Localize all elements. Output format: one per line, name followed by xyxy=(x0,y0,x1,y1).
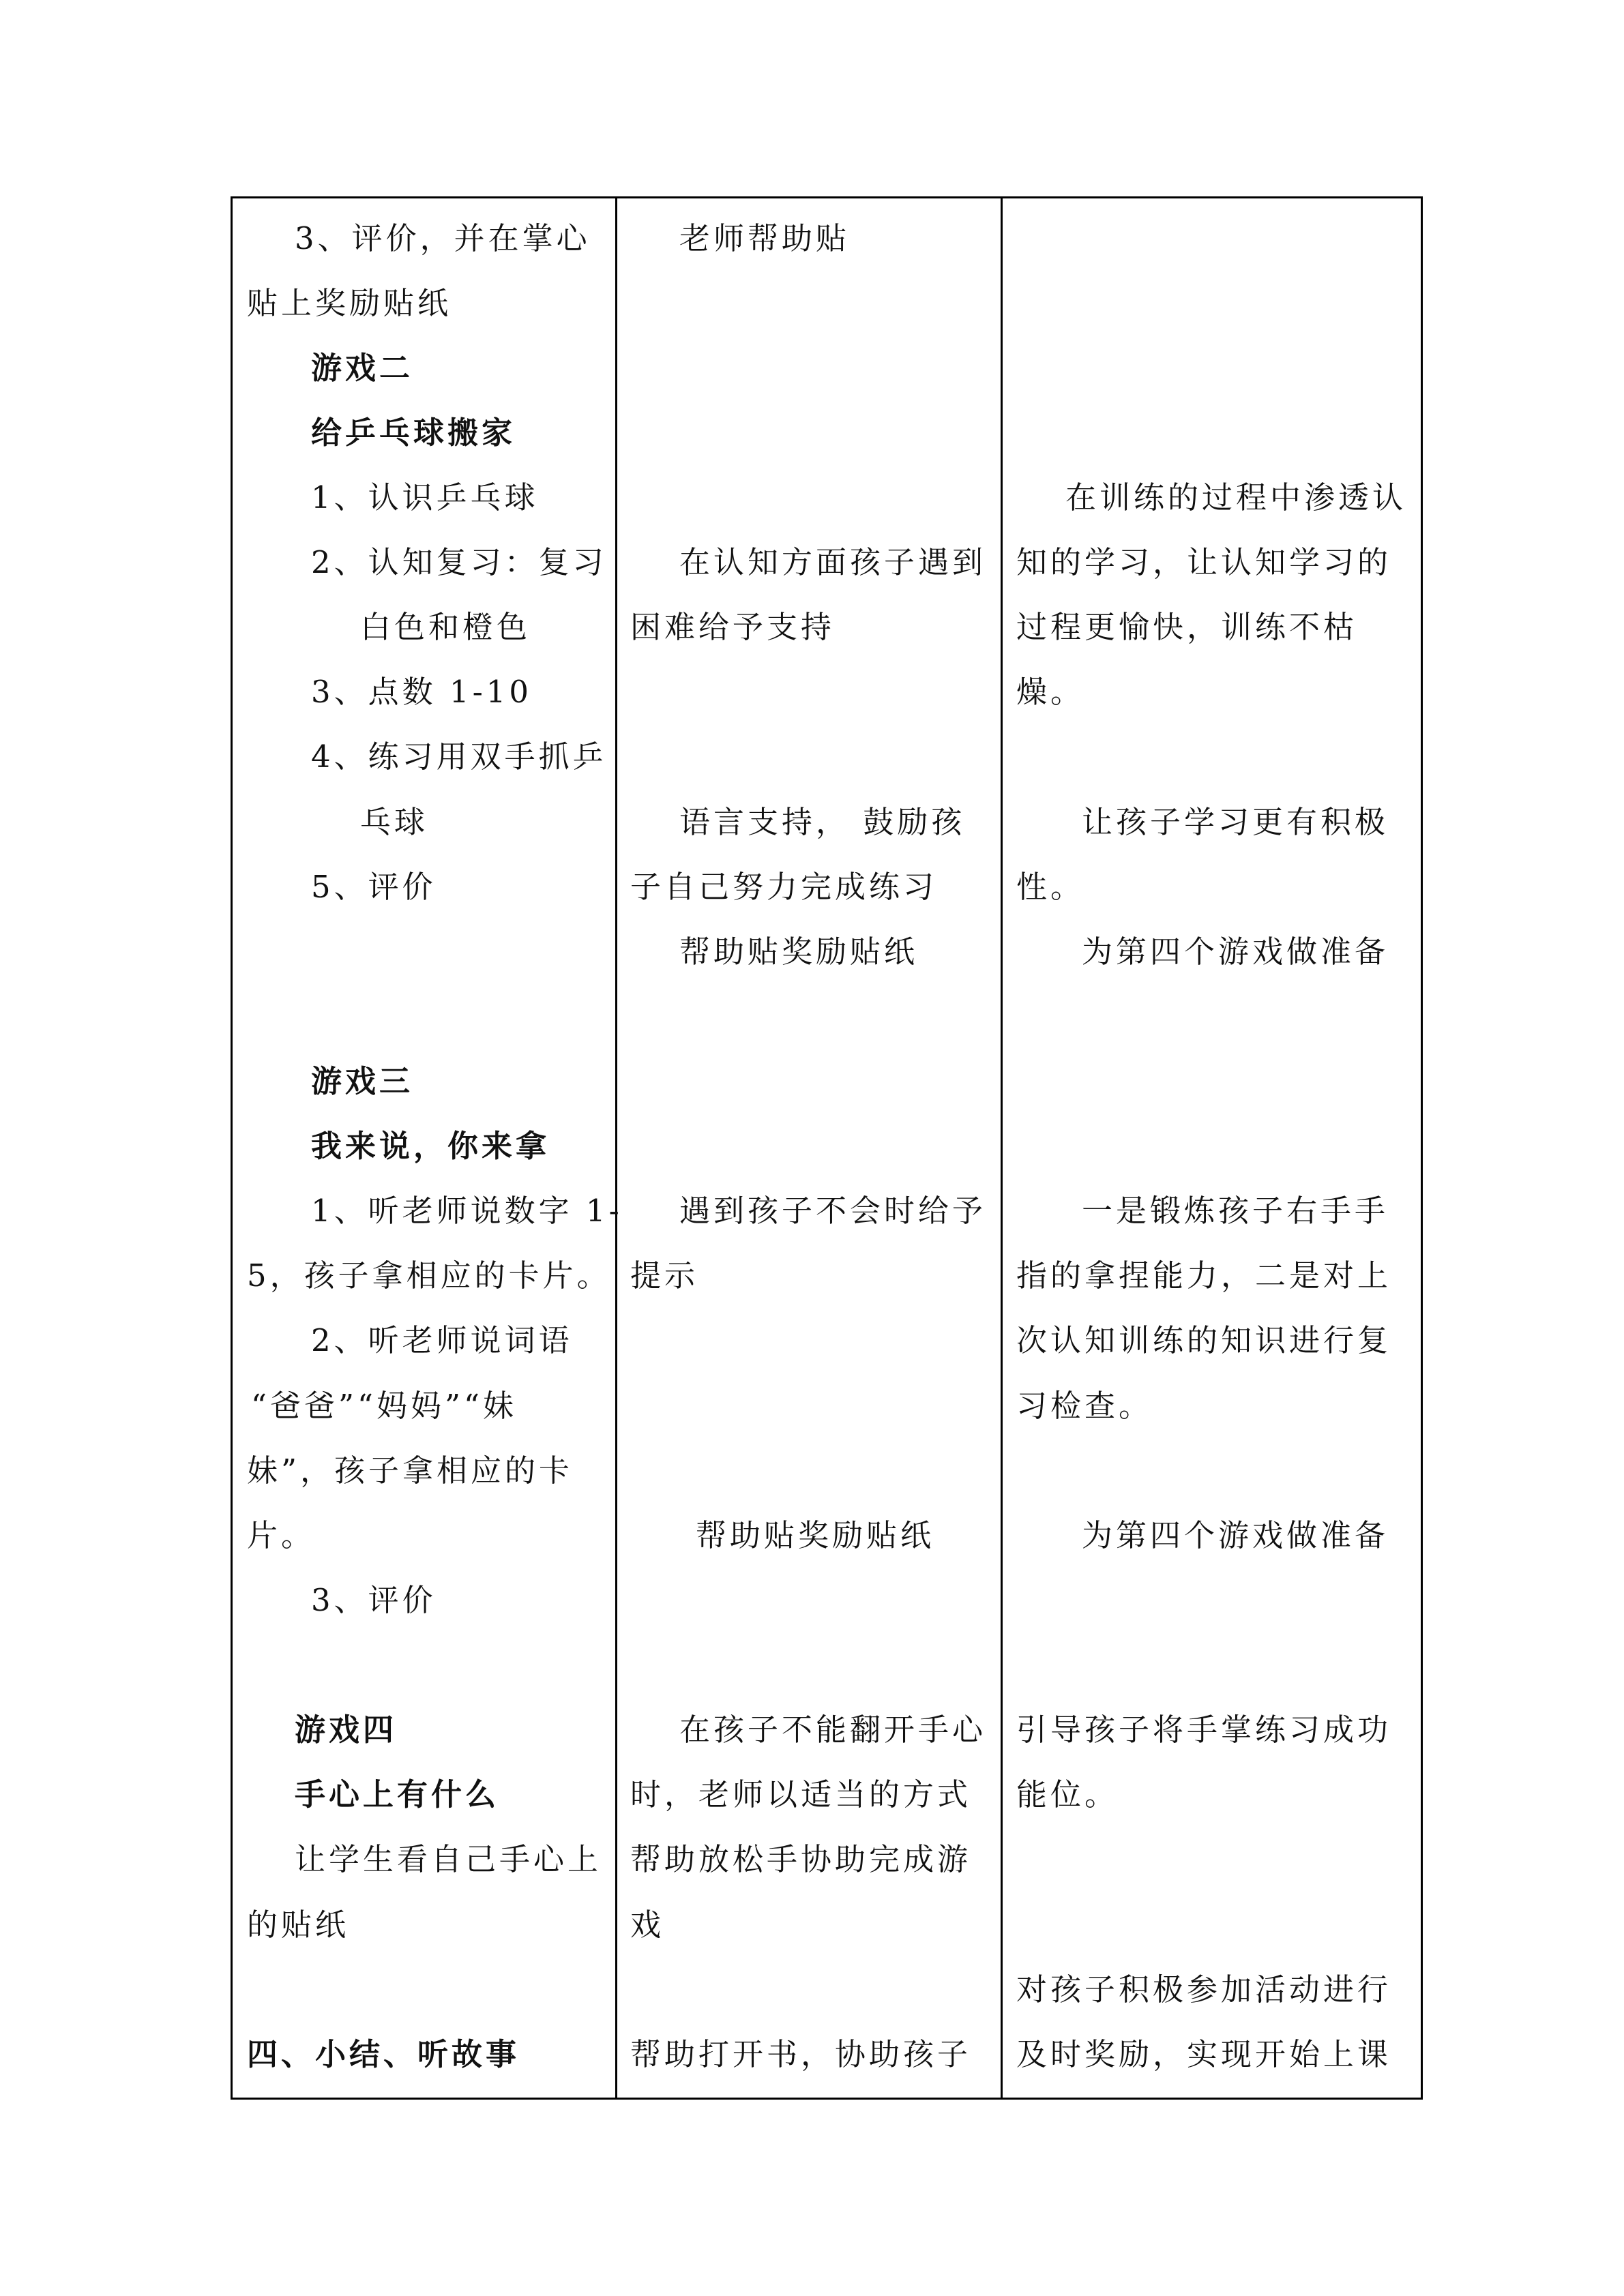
support-line: 子自己努力完成练习 xyxy=(630,869,938,905)
purpose-line: 次认知训练的知识进行复 xyxy=(1016,1322,1392,1358)
activity-line: 5、评价 xyxy=(311,869,437,905)
column-divider-1 xyxy=(615,198,617,2098)
purpose-line: 燥。 xyxy=(1016,674,1085,710)
support-line: 困难给予支持 xyxy=(630,609,836,645)
support-line: 在认知方面孩子遇到 xyxy=(679,544,987,580)
section-heading: 四、小结、听故事 xyxy=(247,2036,520,2072)
purpose-line: 过程更愉快，训练不枯 xyxy=(1016,609,1358,645)
column-divider-2 xyxy=(1001,198,1003,2098)
purpose-line: 一是锻炼孩子右手手 xyxy=(1082,1193,1389,1229)
activity-line: 1、认识乒乓球 xyxy=(311,479,539,516)
activity-line: 2、听老师说词语 xyxy=(311,1322,573,1358)
activity-line: 3、评价 xyxy=(311,1582,437,1618)
game-heading: 游戏二 xyxy=(311,350,414,386)
activity-line: 让学生看自己手心上 xyxy=(295,1841,602,1877)
game-heading: 游戏三 xyxy=(311,1063,414,1099)
activity-line: 贴上奖励贴纸 xyxy=(247,285,452,321)
purpose-line: 让孩子学习更有积极 xyxy=(1082,804,1389,840)
game-title: 给乒乓球搬家 xyxy=(311,415,516,451)
activity-line: 的贴纸 xyxy=(247,1907,350,1943)
support-line: 语言支持， 鼓励孩 xyxy=(679,804,966,840)
activity-line: 白色和橙色 xyxy=(360,609,531,645)
activity-line: 3、评价，并在掌心 xyxy=(295,220,591,256)
purpose-line: 及时奖励，实现开始上课 xyxy=(1016,2036,1392,2072)
purpose-line: 在训练的过程中渗透认 xyxy=(1065,479,1407,516)
game-title: 手心上有什么 xyxy=(295,1776,500,1813)
support-line: 帮助打开书，协助孩子 xyxy=(630,2036,972,2072)
purpose-line: 知的学习，让认知学习的 xyxy=(1016,544,1392,580)
purpose-line: 能位。 xyxy=(1016,1776,1119,1813)
activity-line: 3、点数 1-10 xyxy=(311,674,533,710)
support-line: 帮助贴奖励贴纸 xyxy=(696,1517,935,1553)
activity-line: 乓球 xyxy=(360,804,429,840)
purpose-line: 习检查。 xyxy=(1016,1388,1153,1424)
support-line: 帮助放松手协助完成游 xyxy=(630,1841,972,1877)
support-line: 戏 xyxy=(630,1907,665,1943)
game-heading: 游戏四 xyxy=(295,1712,398,1748)
activity-line: 4、练习用双手抓乒 xyxy=(311,739,607,775)
activity-line: “爸爸”“妈妈”“妹 xyxy=(251,1388,518,1424)
activity-line: 5，孩子拿相应的卡片。 xyxy=(247,1257,611,1294)
game-title: 我来说，你来拿 xyxy=(311,1128,550,1164)
purpose-line: 为第四个游戏做准备 xyxy=(1082,934,1389,970)
support-line: 遇到孩子不会时给予 xyxy=(679,1193,987,1229)
activity-line: 2、认知复习：复习 xyxy=(311,544,607,580)
support-line: 时，老师以适当的方式 xyxy=(630,1776,972,1813)
support-line: 帮助贴奖励贴纸 xyxy=(679,934,919,970)
support-line: 老师帮助贴 xyxy=(679,220,851,256)
activity-line: 1、听老师说数字 1- xyxy=(311,1193,623,1229)
activity-line: 片。 xyxy=(247,1517,316,1553)
purpose-line: 为第四个游戏做准备 xyxy=(1082,1517,1389,1553)
purpose-line: 指的拿捏能力，二是对上 xyxy=(1016,1257,1392,1294)
purpose-line: 引导孩子将手掌练习成功 xyxy=(1016,1712,1392,1748)
support-line: 在孩子不能翻开手心 xyxy=(679,1712,987,1748)
activity-line: 妹”，孩子拿相应的卡 xyxy=(247,1452,574,1489)
purpose-line: 对孩子积极参加活动进行 xyxy=(1016,1971,1392,2008)
support-line: 提示 xyxy=(630,1257,699,1294)
purpose-line: 性。 xyxy=(1016,869,1085,905)
